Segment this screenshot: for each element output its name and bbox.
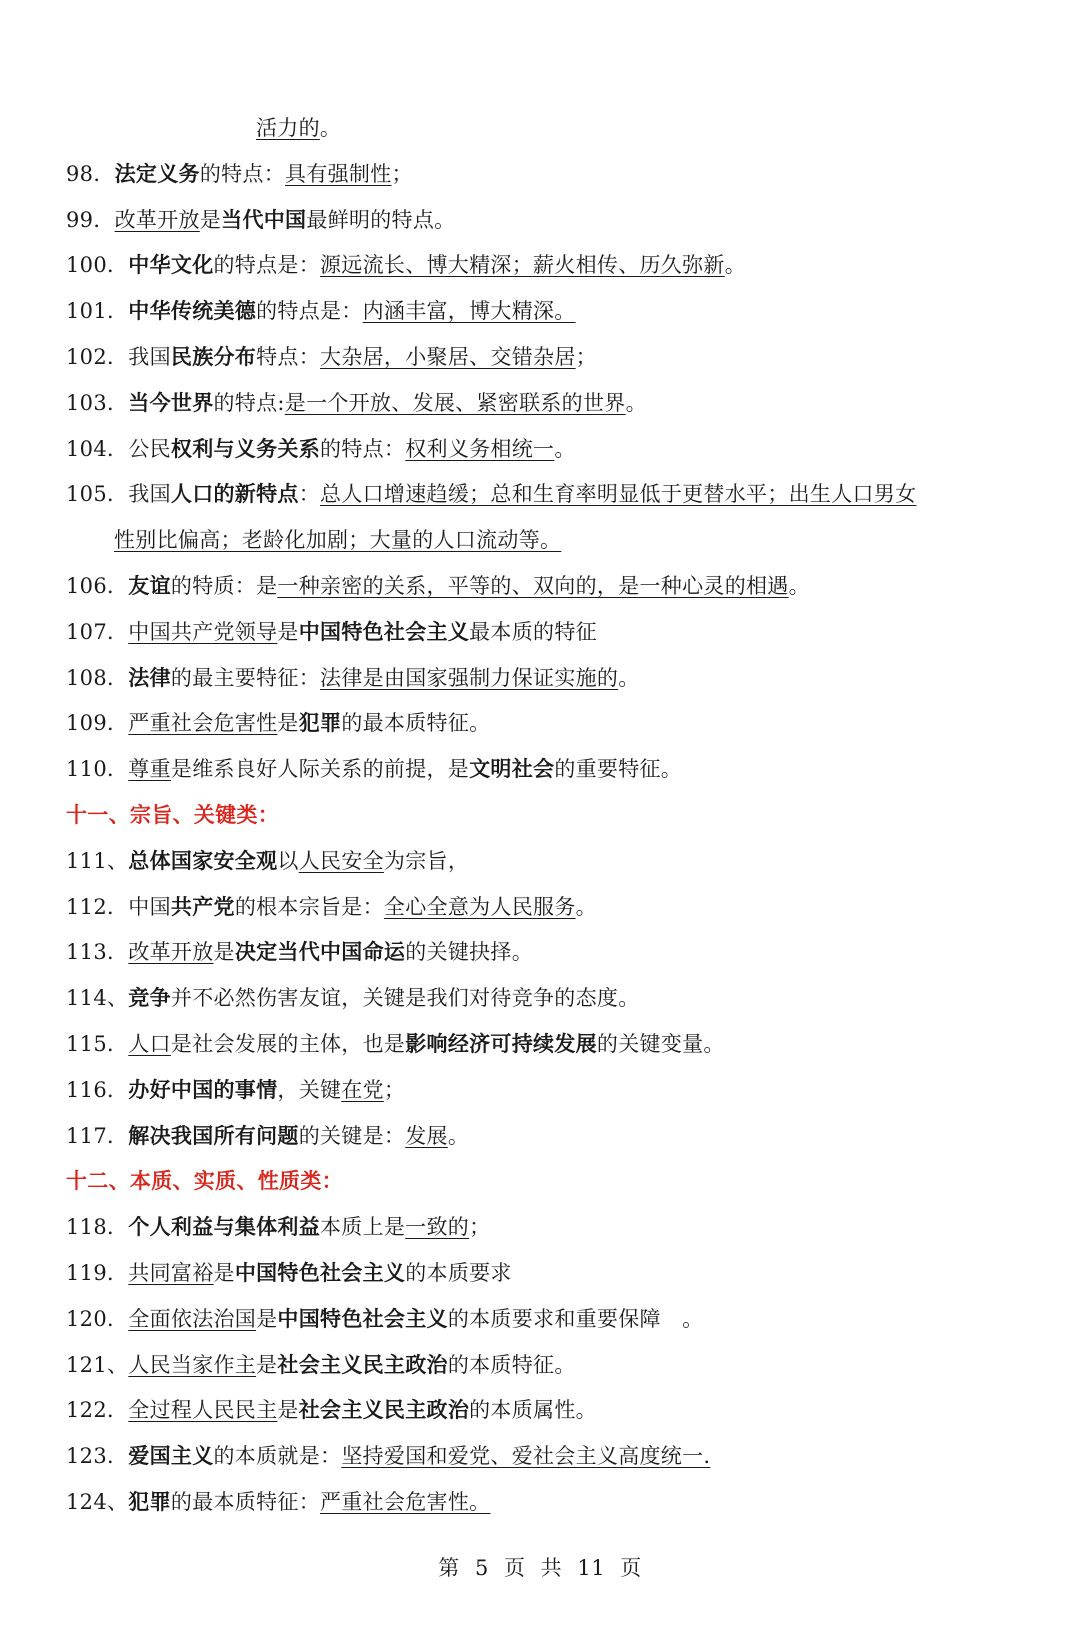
text-segment: 的特点： xyxy=(320,436,406,461)
bold-term: 犯罪 xyxy=(298,711,342,736)
list-item xyxy=(66,1388,1026,1434)
underlined-answer: 共同富裕 xyxy=(128,1260,214,1285)
text-segment: 的本质特征。 xyxy=(447,1352,576,1377)
list-item xyxy=(66,1434,1026,1480)
text-segment: 的关键抉择。 xyxy=(405,940,534,965)
bold-term: 共产党 xyxy=(170,894,235,919)
list-item xyxy=(66,335,1026,381)
underlined-answer: 性别比偏高；老龄化加剧；大量的人口流动等。 xyxy=(114,528,562,553)
bold-term: 中国特色社会主义 xyxy=(277,1306,448,1331)
text-segment: 是 xyxy=(277,1398,299,1423)
text-segment: ，关键 xyxy=(277,1077,342,1102)
text-segment: 是 xyxy=(256,1306,278,1331)
item-number: 102． xyxy=(66,344,129,369)
text-segment: 是 xyxy=(213,1260,235,1285)
underlined-answer: 全面依法治国 xyxy=(128,1306,257,1331)
text-segment: 的根本宗旨是： xyxy=(234,894,384,919)
underlined-answer: 尊重 xyxy=(128,757,171,782)
item-number: 111、 xyxy=(66,848,129,873)
underlined-answer: 人民安全 xyxy=(298,848,384,873)
list-item xyxy=(66,198,1026,244)
text-segment: 的本质就是： xyxy=(213,1444,342,1469)
list-item xyxy=(66,106,1026,152)
section-heading xyxy=(66,793,1026,839)
text-segment: 的本质要求和重要保障 。 xyxy=(447,1306,704,1331)
text-segment: 特点： xyxy=(256,344,321,369)
bold-term: 总体国家安全观 xyxy=(128,848,278,873)
underlined-answer: 改革开放 xyxy=(114,207,200,232)
underlined-answer: 大杂居，小聚居、交错杂居 xyxy=(320,344,576,369)
underlined-answer: 内涵丰富，博大精深。 xyxy=(362,299,576,324)
text-segment: 是 xyxy=(277,619,299,644)
item-number: 112． xyxy=(66,894,129,919)
text-segment: 公民 xyxy=(128,436,171,461)
underlined-answer: 法律是由国家强制力保证实施的 xyxy=(320,665,619,690)
section-heading xyxy=(66,1159,1026,1205)
text-segment: 十一、宗旨、关键类： xyxy=(66,802,279,827)
text-segment: 。 xyxy=(724,253,747,278)
text-segment: ； xyxy=(391,161,413,186)
underlined-answer: 全心全意为人民服务 xyxy=(383,894,576,919)
list-item xyxy=(66,1251,1026,1297)
text-segment: 的特点： xyxy=(199,161,286,186)
list-item xyxy=(66,1022,1026,1068)
list-item xyxy=(66,243,1026,289)
underlined-answer: 权利义务相统一 xyxy=(405,436,555,461)
page-footer: 第 5 页 共 11 页 xyxy=(438,1556,642,1580)
item-number: 119． xyxy=(66,1260,129,1285)
list-item xyxy=(66,610,1026,656)
text-segment: 的特点是： xyxy=(256,299,363,324)
text-segment: 是 xyxy=(256,1352,278,1377)
item-number: 116． xyxy=(66,1077,129,1102)
list-item xyxy=(66,1480,1026,1526)
list-item xyxy=(66,1114,1026,1160)
text-segment: 。 xyxy=(618,665,640,690)
bold-term: 影响经济可持续发展 xyxy=(405,1031,597,1056)
text-segment: 并不必然伤害友谊，关键是我们对待竞争的态度。 xyxy=(170,986,640,1011)
item-number: 106． xyxy=(66,573,129,598)
list-item xyxy=(66,381,1026,427)
list-item xyxy=(66,885,1026,931)
item-number: 115． xyxy=(66,1031,129,1056)
underlined-answer: 一种亲密的关系，平等的、双向的，是一种心灵的相遇 xyxy=(277,573,789,598)
underlined-answer: 总人口增速趋缓；总和生育率明显低于更替水平；出生人口男女 xyxy=(320,482,917,507)
list-item xyxy=(66,152,1026,198)
underlined-answer: 坚持爱国和爱党、爱社会主义高度统一. xyxy=(341,1444,711,1469)
bold-term: 民族分布 xyxy=(170,344,257,369)
underlined-answer: 一致的 xyxy=(405,1215,470,1240)
item-number: 124、 xyxy=(66,1489,129,1514)
underlined-answer: 严重社会危害性 xyxy=(128,711,278,736)
underlined-answer: 人口 xyxy=(128,1031,171,1056)
item-number: 104． xyxy=(66,436,129,461)
list-item xyxy=(66,1205,1026,1251)
bold-term: 法定义务 xyxy=(114,161,200,186)
text-segment: 是 xyxy=(213,940,235,965)
item-number: 107． xyxy=(66,619,129,644)
text-segment: 。 xyxy=(447,1123,470,1148)
item-number: 120． xyxy=(66,1306,129,1331)
text-segment: 。 xyxy=(554,436,576,461)
item-number: 114、 xyxy=(66,986,129,1011)
text-segment: 是 xyxy=(277,711,299,736)
bold-term: 社会主义民主政治 xyxy=(298,1398,470,1423)
item-number: 109． xyxy=(66,711,129,736)
text-segment: 最鲜明的特点。 xyxy=(306,207,456,232)
text-segment: 。 xyxy=(575,894,597,919)
text-segment: 的本质要求 xyxy=(405,1260,512,1285)
list-item xyxy=(66,976,1026,1022)
bold-term: 当今世界 xyxy=(128,390,214,415)
item-number: 122． xyxy=(66,1398,129,1423)
item-number: 113． xyxy=(66,940,129,965)
item-number: 105． xyxy=(66,482,129,507)
underlined-answer: 全过程人民民主 xyxy=(128,1398,278,1423)
text-segment: 中国 xyxy=(128,894,171,919)
item-number: 101． xyxy=(66,299,129,324)
text-segment: 本质上是 xyxy=(320,1215,406,1240)
text-segment: ； xyxy=(469,1215,491,1240)
list-item xyxy=(66,1297,1026,1343)
text-segment: 的最主要特征： xyxy=(170,665,321,690)
text-segment: 以 xyxy=(277,848,299,873)
text-segment: 。 xyxy=(625,390,647,415)
bold-term: 中国特色社会主义 xyxy=(234,1260,406,1285)
text-segment: 我国 xyxy=(128,482,171,507)
text-segment: 是 xyxy=(199,207,222,232)
item-number: 100． xyxy=(66,253,129,278)
underlined-answer: 活力的 xyxy=(256,116,320,140)
bold-term: 权利与义务关系 xyxy=(170,436,321,461)
text-segment: ； xyxy=(575,344,597,369)
underlined-answer: 源远流长、博大精深；薪火相传、历久弥新 xyxy=(320,253,725,278)
bold-term: 文明社会 xyxy=(469,757,555,782)
text-segment: ： xyxy=(298,482,321,507)
bold-term: 解决我国所有问题 xyxy=(128,1123,299,1148)
text-segment: 的特点是： xyxy=(213,253,320,278)
list-item xyxy=(66,427,1026,473)
text-segment: 最本质的特征 xyxy=(469,619,597,644)
text-segment: 为宗旨， xyxy=(383,848,470,873)
bold-term: 友谊 xyxy=(128,573,171,598)
list-item xyxy=(66,701,1026,747)
bold-term: 办好中国的事情 xyxy=(128,1077,278,1102)
list-item xyxy=(66,1343,1026,1389)
underlined-answer: 严重社会危害性。 xyxy=(320,1489,491,1514)
list-item xyxy=(66,747,1026,793)
bold-term: 人口的新特点 xyxy=(170,482,299,507)
bold-term: 中华文化 xyxy=(128,253,214,278)
text-segment: 的关键是： xyxy=(298,1123,406,1148)
bold-term: 决定当代中国命运 xyxy=(234,940,406,965)
bold-term: 中国特色社会主义 xyxy=(298,619,470,644)
list-item xyxy=(66,518,1026,564)
item-number: 98． xyxy=(66,161,115,186)
text-segment: ； xyxy=(383,1077,406,1102)
text-segment: 我国 xyxy=(128,344,171,369)
list-item xyxy=(66,289,1026,335)
item-number: 110． xyxy=(66,757,129,782)
item-number: 123． xyxy=(66,1444,129,1469)
list-item xyxy=(66,839,1026,885)
bold-term: 当代中国 xyxy=(221,207,307,232)
text-segment: 。 xyxy=(319,116,342,140)
underlined-answer: 具有强制性 xyxy=(285,161,392,186)
item-number: 121、 xyxy=(66,1352,129,1377)
list-item xyxy=(66,656,1026,702)
item-number: 118． xyxy=(66,1215,129,1240)
text-segment: 的关键变量。 xyxy=(596,1031,725,1056)
list-item xyxy=(66,1068,1026,1114)
text-segment: 的最本质特征： xyxy=(170,1489,321,1514)
content-lines xyxy=(66,106,1026,1526)
bold-term: 爱国主义 xyxy=(128,1444,214,1469)
bold-term: 竞争 xyxy=(128,986,171,1011)
underlined-answer: 人民当家作主 xyxy=(128,1352,257,1377)
bold-term: 个人利益与集体利益 xyxy=(128,1215,320,1240)
item-number: 103． xyxy=(66,390,129,415)
list-item xyxy=(66,930,1026,976)
item-number: 108． xyxy=(66,665,129,690)
text-segment: 的本质属性。 xyxy=(469,1398,597,1423)
text-segment: 是维系良好人际关系的前提，是 xyxy=(170,757,470,782)
list-item xyxy=(66,472,1026,518)
underlined-answer: 是一个开放、发展、紧密联系的世界 xyxy=(284,390,626,415)
bold-term: 社会主义民主政治 xyxy=(277,1352,448,1377)
item-number: 99． xyxy=(66,207,115,232)
list-item xyxy=(66,564,1026,610)
bold-term: 犯罪 xyxy=(128,1489,171,1514)
item-number: 117． xyxy=(66,1123,129,1148)
underlined-answer: 改革开放 xyxy=(128,940,214,965)
bold-term: 中华传统美德 xyxy=(128,299,257,324)
underlined-answer: 中国共产党领导 xyxy=(128,619,278,644)
text-segment: 的特质：是 xyxy=(170,573,278,598)
text-segment: 的特点: xyxy=(213,390,285,415)
text-segment: 。 xyxy=(788,573,810,598)
text-segment: 的最本质特征。 xyxy=(341,711,491,736)
text-segment: 的重要特征。 xyxy=(554,757,683,782)
text-segment: 是社会发展的主体，也是 xyxy=(170,1031,406,1056)
underlined-answer: 在党 xyxy=(341,1077,384,1102)
bold-term: 法律 xyxy=(128,665,171,690)
underlined-answer: 发展 xyxy=(405,1123,448,1148)
text-segment: 十二、本质、实质、性质类： xyxy=(66,1169,343,1194)
